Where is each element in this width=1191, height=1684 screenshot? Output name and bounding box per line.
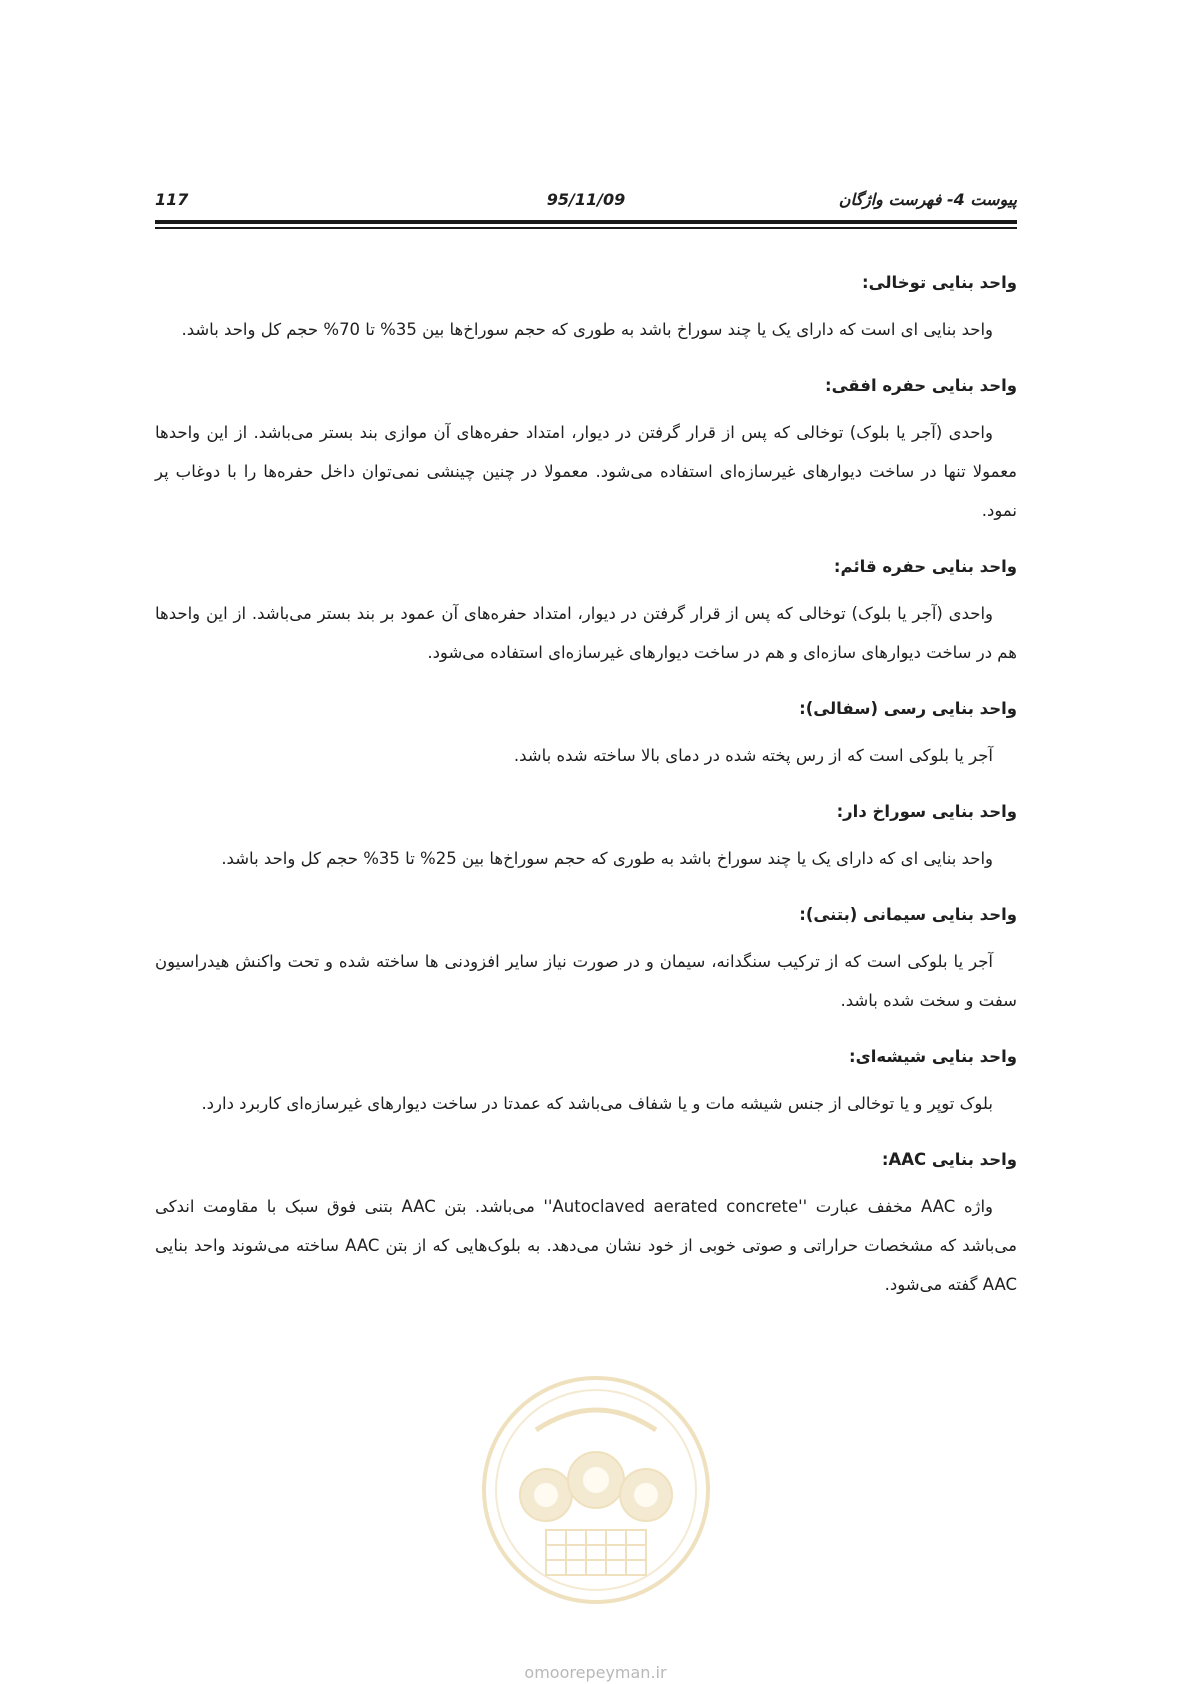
glossary-term: واحد بنایی سوراخ دار: [836,802,1017,821]
page-header [155,190,1017,216]
glossary-entry [155,552,1017,672]
glossary-definition: واحد بنایی ای است که دارای یک یا چند سوراخ باشد به طوری که حجم سوراخ‌ها بین 35% تا 70% حجم کل واحد باشد. [181,320,993,339]
glossary-definition: واژه AAC مخفف عبارت ''Autoclaved aerated concrete'' می‌باشد. بتن AAC بتنی فوق سبک با مقاومت اندکی می‌باشد که مشخصات حراراتی و صوتی خوبی از خود نشان می‌دهد. به بلوک‌هایی که از بتن AAC ساخته می‌شوند واحد بنایی AAC گفته می‌شود. [155,1197,1017,1294]
header-rule-thin [155,227,1017,229]
header-title: پیوست 4- فهرست واژگان [838,190,1017,209]
glossary-term: واحد بنایی توخالی: [862,273,1017,292]
glossary-definition: بلوک توپر و یا توخالی از جنس شیشه مات و یا شفاف می‌باشد که عمدتا در ساخت دیوارهای غیرسازه‌ای کاربرد دارد. [201,1094,993,1113]
glossary-entry [155,1042,1017,1123]
glossary-term: واحد بنایی حفره افقی: [825,376,1017,395]
watermark-url: omoorepeyman.ir [524,1663,667,1682]
glossary-definition: واحد بنایی ای که دارای یک یا چند سوراخ باشد به طوری که حجم سوراخ‌ها بین 25% تا 35% حجم کل واحد باشد. [221,849,993,868]
glossary-term: واحد بنایی AAC: [881,1150,1017,1169]
header-rule-thick [155,220,1017,224]
glossary-entry [155,797,1017,878]
glossary-content [155,268,1017,1326]
glossary-definition: واحدی (آجر یا بلوک) توخالی که پس از قرار گرفتن در دیوار، امتداد حفره‌های آن عمود بر بند بستر می‌باشد. از این واحدها هم در ساخت دیوارهای سازه‌ای و هم در ساخت دیوارهای غیرسازه‌ای استفاده می‌شود. [155,604,1017,662]
glossary-term: واحد بنایی شیشه‌ای: [849,1047,1017,1066]
glossary-entry [155,900,1017,1020]
glossary-entry [155,268,1017,349]
glossary-term: واحد بنایی سیمانی (بتنی): [799,905,1017,924]
glossary-definition: آجر یا بلوکی است که از ترکیب سنگدانه، سیمان و در صورت نیاز سایر افزودنی ها ساخته شده و تحت واکنش هیدراسیون سفت و سخت شده باشد. [155,952,1017,1010]
glossary-term: واحد بنایی رسی (سفالی): [799,699,1017,718]
glossary-entry [155,371,1017,530]
glossary-term: واحد بنایی حفره قائم: [833,557,1017,576]
glossary-definition: واحدی (آجر یا بلوک) توخالی که پس از قرار گرفتن در دیوار، امتداد حفره‌های آن موازی بند بستر می‌باشد. از این واحدها معمولا تنها در ساخت دیوارهای غیرسازه‌ای استفاده می‌شود. معمولا در چنین چینشی نمی‌توان داخل حفره‌ها را با دوغاب پر نمود. [155,423,1017,520]
glossary-definition: آجر یا بلوکی است که از رس پخته شده در دمای بالا ساخته شده باشد. [513,746,993,765]
header-date: 95/11/09 [546,190,626,209]
glossary-entry [155,1145,1017,1304]
page-number: 117 [155,190,189,209]
watermark-logo [476,1370,716,1610]
glossary-entry [155,694,1017,775]
